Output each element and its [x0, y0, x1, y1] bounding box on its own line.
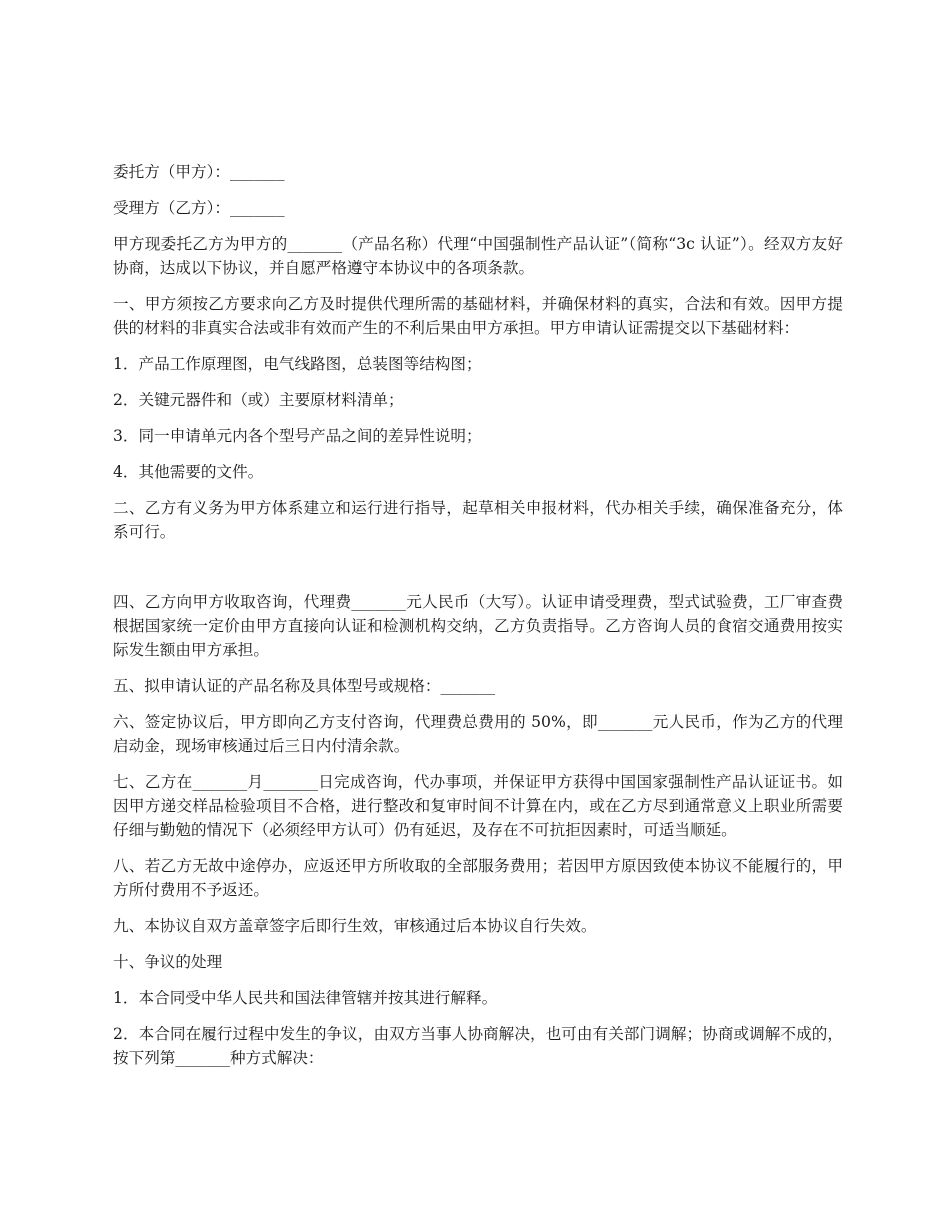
clause-2: 二、乙方有义务为甲方体系建立和运行进行指导，起草相关申报材料，代办相关手续，确保准备充分，体系可行。 — [113, 499, 843, 541]
document-body — [113, 160, 843, 1082]
clause-6: 六、签定协议后，甲方即向乙方支付咨询，代理费总费用的 50%，即_______元人民币，作为乙方的代理启动金，现场审核通过后三日内付清余款。 — [113, 713, 843, 755]
clause-10-item-2: 2．本合同在履行过程中发生的争议，由双方当事人协商解决，也可由有关部门调解；协商或调解不成的，按下列第_______种方式解决： — [113, 1025, 843, 1067]
clause-10-item-1: 1．本合同受中华人民共和国法律管辖并按其进行解释。 — [113, 989, 498, 1007]
clause-10-heading: 十、争议的处理 — [113, 953, 223, 971]
clause-1-item-3: 3．同一申请单元内各个型号产品之间的差异性说明； — [113, 427, 482, 445]
clause-5: 五、拟申请认证的产品名称及具体型号或规格：_______ — [113, 677, 496, 695]
clause-8: 八、若乙方无故中途停办，应返还甲方所收取的全部服务费用；若因甲方原因致使本协议不能履行的，甲方所付费用不予返还。 — [113, 857, 843, 899]
clause-1-item-1: 1．产品工作原理图，电气线路图，总装图等结构图； — [113, 355, 482, 373]
clause-1: 一、甲方须按乙方要求向乙方及时提供代理所需的基础材料，并确保材料的真实，合法和有效。因甲方提供的材料的非真实合法或非有效而产生的不利后果由甲方承担。甲方申请认证需提交以下基础材料： — [113, 295, 843, 337]
clause-4: 四、乙方向甲方收取咨询，代理费_______元人民币（大写）。认证申请受理费，型式试验费，工厂审查费根据国家统一定价由甲方直接向认证和检测机构交纳，乙方负责指导。乙方咨询人员的食宿交通费用按实际发生额由甲方承担。 — [113, 593, 843, 659]
client-party-line: 委托方（甲方）：_______ — [113, 163, 285, 181]
blank-gap — [113, 556, 843, 590]
clause-1-item-2: 2．关键元器件和（或）主要原材料清单； — [113, 391, 404, 409]
clause-7: 七、乙方在_______月_______日完成咨询，代办事项，并保证甲方获得中国国家强制性产品认证证书。如因甲方递交样品检验项目不合格，进行整改和复审时间不计算在内，或在乙方尽到通常意义上职业所需要仔细与勤勉的情况下（必须经甲方认可）仍有延迟，及存在不可抗拒因素时，可适当顺延。 — [113, 773, 843, 839]
clause-9: 九、本协议自双方盖章签字后即行生效，审核通过后本协议自行失效。 — [113, 917, 597, 935]
clause-1-item-4: 4．其他需要的文件。 — [113, 463, 264, 481]
contractor-party-line: 受理方（乙方）：_______ — [113, 199, 285, 217]
intro-paragraph: 甲方现委托乙方为甲方的_______（产品名称）代理“中国强制性产品认证”（简称“3c 认证”）。经双方友好协商，达成以下协议，并自愿严格遵守本协议中的各项条款。 — [113, 235, 843, 277]
